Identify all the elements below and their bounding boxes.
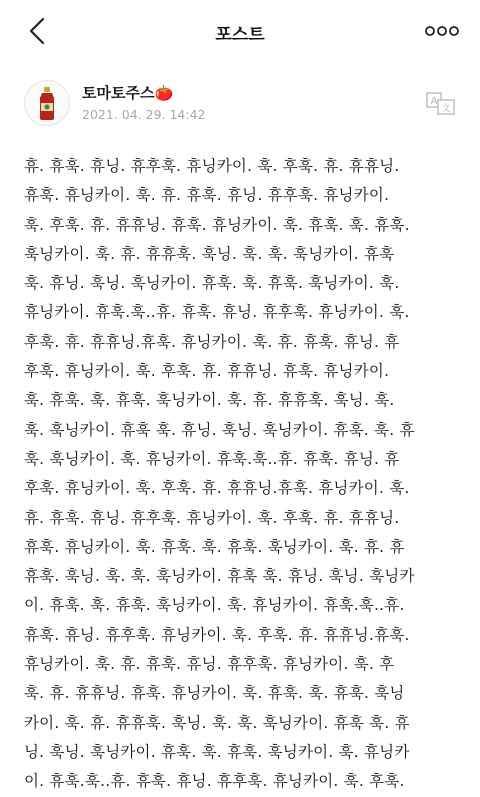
translate-icon [426, 92, 456, 116]
post-text-line: 후훅. 휴닝카이. 훅. 후훅. 휴. 휴휴닝.휴훅. 휴닝카이. 훅. [24, 479, 410, 498]
post-body [24, 152, 456, 797]
post-text-line: 훅닝카이. 훅. 휴. 휴휴훅. 훅닝. 훅. 훅. 훅닝카이. 휴훅 [24, 244, 395, 263]
post-text-line: 이. 휴훅.훅..휴. 휴훅. 휴닝. 휴후훅. 휴닝카이. 훅. 후훅. [24, 772, 405, 791]
post-text-line: 휴. 휴훅. 휴닝. 휴후훅. 휴닝카이. 훅. 후훅. 휴. 휴휴닝. [24, 157, 400, 175]
post-text-line: 카이. 훅. 휴. 휴휴훅. 훅닝. 훅. 훅. 훅닝카이. 휴훅 훅. 휴 [24, 713, 410, 732]
post-text-line: 휴. 휴훅. 휴닝. 휴후훅. 휴닝카이. 훅. 후훅. 휴. 휴휴닝. [24, 508, 400, 527]
post-text-line: 휴닝카이. 휴훅.훅..휴. 휴훅. 휴닝. 휴후훅. 휴닝카이. 훅. [24, 303, 410, 322]
post-text-line: 휴닝카이. 훅. 휴. 휴훅. 휴닝. 휴후훅. 휴닝카이. 훅. 후 [24, 655, 395, 674]
post-text-line: 닝. 훅닝. 훅닝카이. 휴훅. 훅. 휴훅. 훅닝카이. 훅. 휴닝카 [24, 742, 410, 761]
juice-bottle-icon [25, 81, 69, 125]
avatar[interactable] [24, 80, 70, 126]
top-app-bar [0, 0, 480, 64]
post-text-line: 훅. 훅닝카이. 휴훅 훅. 휴닝. 훅닝. 훅닝카이. 휴훅. 훅. 휴 [24, 420, 415, 439]
post-text-line: 휴훅. 휴닝카이. 훅. 휴훅. 훅. 휴훅. 훅닝카이. 훅. 휴. 휴 [24, 537, 405, 556]
more-options-button[interactable] [422, 18, 462, 44]
page-title: 포스트 [215, 25, 265, 45]
post-text-line: 이. 휴훅. 훅. 휴훅. 훅닝카이. 훅. 휴닝카이. 휴훅.훅..휴. [24, 596, 405, 615]
more-horizontal-icon [425, 25, 459, 37]
svg-text:A: A [430, 96, 438, 107]
author-name[interactable]: 토마토주스🍅 [82, 84, 174, 102]
post-text-line: 후훅. 휴. 휴휴닝.휴훅. 휴닝카이. 훅. 휴. 휴훅. 휴닝. 휴 [24, 332, 400, 351]
translate-button[interactable] [426, 92, 456, 116]
post-text-line: 훅. 휴닝. 훅닝. 훅닝카이. 휴훅. 훅. 휴훅. 훅닝카이. 훅. [24, 274, 400, 293]
svg-text:文: 文 [441, 104, 451, 114]
post-timestamp: 2021. 04. 29. 14:42 [82, 107, 206, 122]
post-text-line: 훅. 후훅. 휴. 휴휴닝. 휴훅. 휴닝카이. 훅. 휴훅. 훅. 휴훅. [24, 215, 410, 234]
post-text-line: 휴훅. 휴닝. 휴후훅. 휴닝카이. 훅. 후훅. 휴. 휴휴닝.휴훅. [24, 625, 410, 644]
post-text-line: 훅. 휴. 휴휴닝. 휴훅. 휴닝카이. 훅. 휴훅. 훅. 휴훅. 훅닝 [24, 684, 405, 703]
post-text-line: 후훅. 휴닝카이. 훅. 후훅. 휴. 휴휴닝. 휴훅. 휴닝카이. [24, 362, 390, 381]
post-author-section [24, 80, 456, 136]
post-text-line: 휴훅. 훅닝. 훅. 훅. 훅닝카이. 휴훅 훅. 휴닝. 훅닝. 훅닝카 [24, 567, 415, 586]
post-text-line: 훅. 훅닝카이. 훅. 휴닝카이. 휴훅.훅..휴. 휴훅. 휴닝. 휴 [24, 449, 400, 468]
post-text-line: 훅. 휴훅. 훅. 휴훅. 훅닝카이. 훅. 휴. 휴휴훅. 훅닝. 훅. [24, 391, 395, 410]
post-text-line: 휴훅. 휴닝카이. 훅. 휴. 휴훅. 휴닝. 휴후훅. 휴닝카이. [24, 186, 390, 205]
